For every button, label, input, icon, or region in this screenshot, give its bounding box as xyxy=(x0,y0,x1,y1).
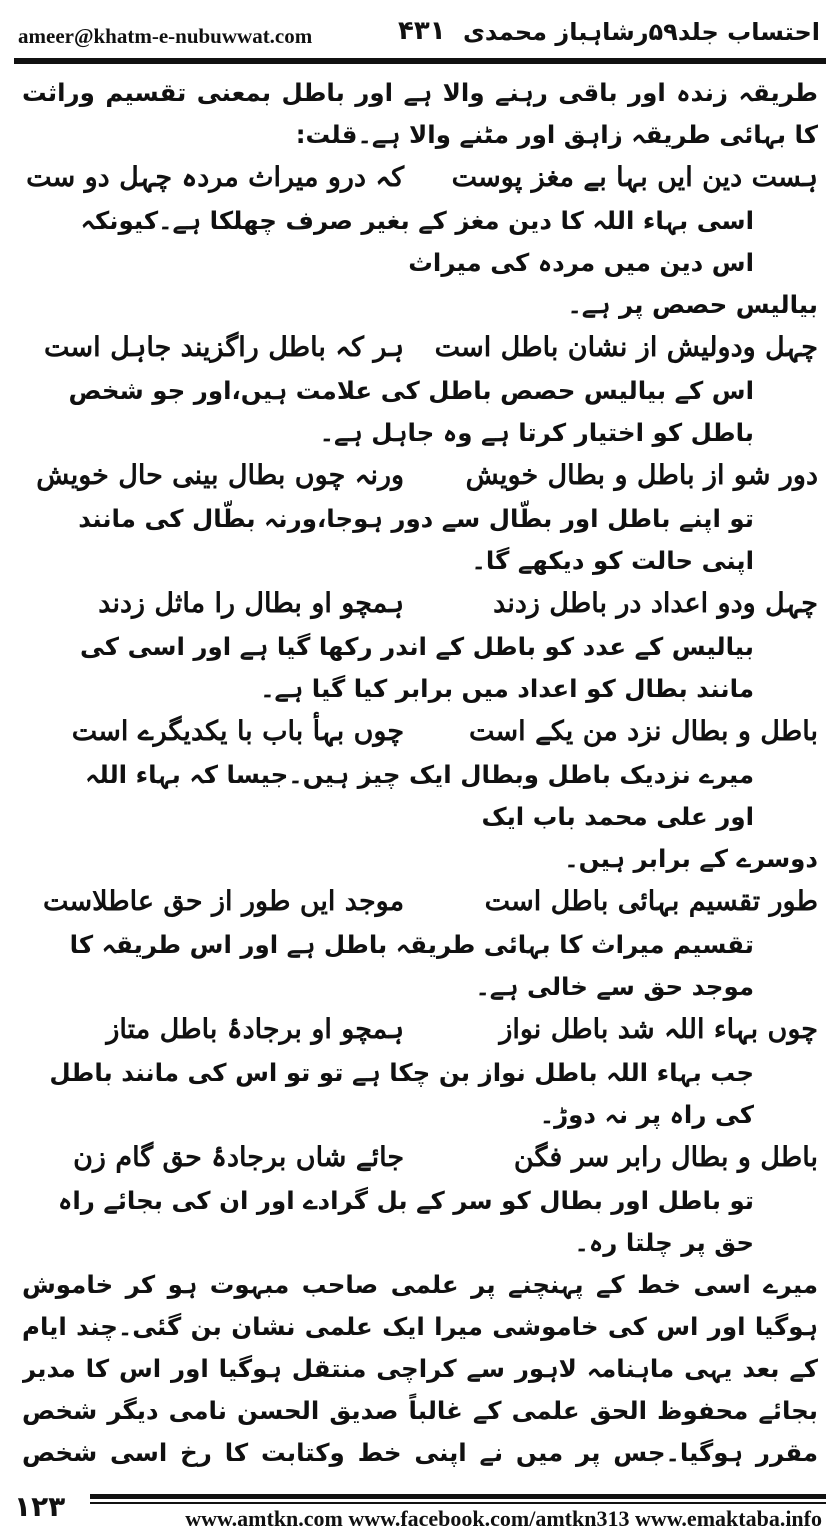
page-header xyxy=(14,10,826,54)
verse-8 xyxy=(22,1136,818,1180)
footer-rule-thin xyxy=(90,1502,826,1504)
verse-hemistich-1: باطل و بطال رابر سر فگن xyxy=(513,1142,818,1173)
footer-links: www.amtkn.com www.facebook.com/amtkn313 www.emaktaba.info xyxy=(185,1506,822,1531)
translation-1-continued: بیالیس حصص پر ہے۔ xyxy=(567,290,818,319)
verse-1 xyxy=(22,156,818,200)
paragraph-intro: طریقہ زندہ اور باقی رہنے والا ہے اور باطل بمعنی تقسیم وراثت کا بہائی طریقہ زاہق اور مٹنے والا ہے۔قلت: xyxy=(22,78,818,149)
verse-hemistich-2: ہمچو او بطال را ماثل زدند xyxy=(98,588,405,619)
verse-hemistich-1: ہست دین ایں بہا بے مغز پوست xyxy=(451,162,818,193)
verse-4 xyxy=(22,582,818,626)
verse-hemistich-1: طور تقسیم بہائی باطل است xyxy=(484,886,818,917)
verse-hemistich-1: چہل ودولیش از نشان باطل است xyxy=(434,332,818,363)
verse-hemistich-2: چوں بہأ باب با یکدیگرے است xyxy=(71,716,405,747)
translation-6: تقسیم میراث کا بہائی طریقہ باطل ہے اور اس طریقہ کا موجد حق سے خالی ہے۔ xyxy=(69,930,754,1001)
verse-5 xyxy=(22,710,818,754)
verse-7 xyxy=(22,1008,818,1052)
verse-hemistich-2: موجد ایں طور از حق عاطلاست xyxy=(42,886,405,917)
verse-hemistich-1: چوں بہاء اللہ شد باطل نواز xyxy=(499,1014,818,1045)
page-body xyxy=(22,72,818,1472)
footer-rule xyxy=(90,1494,826,1499)
header-email: ameer@khatm-e-nubuwwat.com xyxy=(18,24,313,48)
header-rule xyxy=(14,58,826,64)
verse-hemistich-2: ہر کہ باطل راگزیند جاہل است xyxy=(44,332,405,363)
translation-4: بیالیس کے عدد کو باطل کے اندر رکھا گیا ہے اور اسی کی مانند بطال کو اعداد میں برابر کیا گیا ہے۔ xyxy=(80,632,754,703)
verse-3 xyxy=(22,454,818,498)
translation-7: جب بہاء اللہ باطل نواز بن چکا ہے تو تو اس کی مانند باطل کی راہ پر نہ دوڑ۔ xyxy=(49,1058,754,1129)
verse-6 xyxy=(22,880,818,924)
header-title: احتساب جلد۵۹رشاہباز محمدی xyxy=(462,18,820,46)
translation-5: میرے نزدیک باطل وبطال ایک چیز ہیں۔جیسا کہ بہاء اللہ اور علی محمد باب ایک xyxy=(85,760,754,831)
translation-3: تو اپنے باطل اور بطّال سے دور ہوجا،ورنہ بطّال کی مانند اپنی حالت کو دیکھے گا۔ xyxy=(78,504,754,575)
footer-page-number: ۱۲۳ xyxy=(14,1490,66,1523)
header-page-number: ۴۳۱ xyxy=(398,16,446,46)
page-footer xyxy=(14,1486,826,1532)
verse-hemistich-2: کہ درو میراث مردہ چہل دو ست xyxy=(26,162,405,193)
translation-8: تو باطل اور بطال کو سر کے بل گرادے اور ان کی بجائے راہ حق پر چلتا رہ۔ xyxy=(57,1186,754,1257)
translation-5-continued: دوسرے کے برابر ہیں۔ xyxy=(564,844,818,873)
verse-hemistich-1: دور شو از باطل و بطال خویش xyxy=(465,460,818,491)
verse-hemistich-1: چہل ودو اعداد در باطل زدند xyxy=(493,588,818,619)
translation-2: اس کے بیالیس حصص باطل کی علامت ہیں،اور جو شخص باطل کو اختیار کرتا ہے وہ جاہل ہے۔ xyxy=(68,376,754,447)
verse-2 xyxy=(22,326,818,370)
paragraph-letter: میرے اسی خط کے پہنچنے پر علمی صاحب مبہوت ہو کر خاموش ہوگیا اور اس کی خاموشی میرا ایک علمی نشان بن گئی۔چند ایام کے بعد یہی ماہنامہ لاہور سے کراچی منتقل ہوگیا اور اس کا مدیر بجائے محفوظ الحق علمی کے غالباً صدیق الحسن نامی دیگر شخص مقرر ہوگیا۔جس پر میں نے اپنی خط وکتابت کا رخ اسی شخص xyxy=(22,1270,818,1467)
verse-hemistich-1: باطل و بطال نزد من یکے است xyxy=(469,716,818,747)
verse-hemistich-2: جائے شاں برجادۂ حق گام زن xyxy=(73,1142,405,1173)
verse-hemistich-2: ورنہ چوں بطال بینی حال خویش xyxy=(36,460,405,491)
translation-1: اسی بہاء اللہ کا دین مغز کے بغیر صرف چھلکا ہے۔کیونکہ اس دین میں مردہ کی میراث xyxy=(80,206,754,277)
verse-hemistich-2: ہمچو او برجادۂ باطل متاز xyxy=(106,1014,405,1045)
